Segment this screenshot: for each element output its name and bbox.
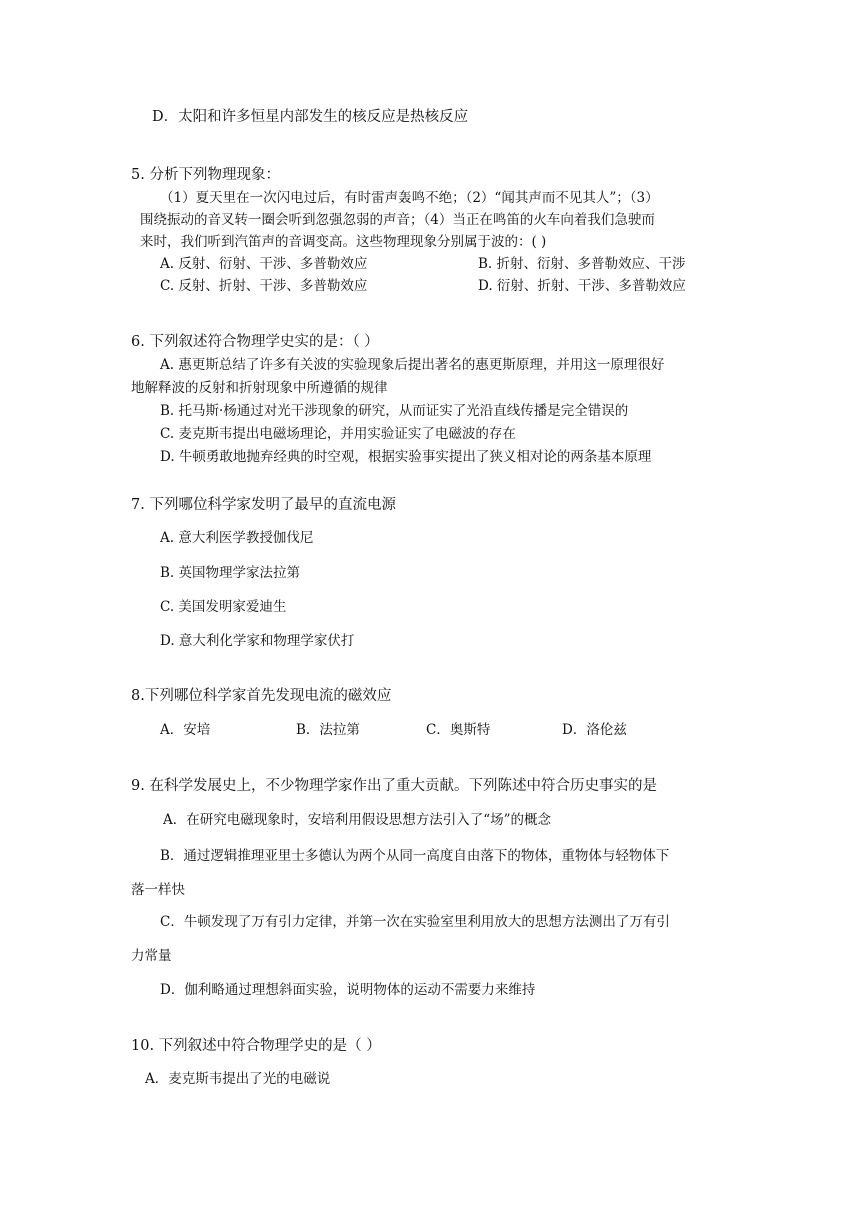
q6-option-d: D. 牛顿勇敢地抛弃经典的时空观，根据实验事实提出了狭义相对论的两条基本原理	[160, 449, 652, 465]
q5-option-a: A. 反射、衍射、干涉、多普勒效应	[160, 256, 368, 272]
q9-option-b-line-1: B．通过逻辑推理亚里士多德认为两个从同一高度自由落下的物体，重物体与轻物体下	[160, 848, 670, 864]
q5-option-d: D. 衍射、折射、干涉、多普勒效应	[478, 278, 686, 294]
q8-option-b: B．法拉第	[296, 722, 360, 738]
q6-title: 6. 下列叙述符合物理学史实的是：（ ）	[131, 334, 379, 350]
q6-option-a-line-2: 地解释波的反射和折射现象中所遵循的规律	[131, 380, 388, 396]
q5-stem-line-1: （1）夏天里在一次闪电过后，有时雷声轰鸣不绝；（2）“闻其声而不见其人”；（3）	[160, 190, 659, 206]
q9-title: 9. 在科学发展史上，不少物理学家作出了重大贡献。下列陈述中符合历史事实的是	[131, 778, 657, 794]
q4-option-d: D．太阳和许多恒星内部发生的核反应是热核反应	[152, 109, 469, 125]
q8-option-c: C．奥斯特	[426, 722, 491, 738]
q6-option-b: B. 托马斯·杨通过对光干涉现象的研究，从而证实了光沿直线传播是完全错误的	[160, 403, 629, 419]
q7-option-a: A. 意大利医学教授伽伐尼	[160, 530, 314, 546]
q8-title: 8.下列哪位科学家首先发现电流的磁效应	[131, 688, 392, 704]
q7-option-b: B. 英国物理学家法拉第	[160, 565, 301, 581]
q5-title: 5. 分析下列物理现象：	[131, 167, 280, 183]
q8-option-d: D．洛伦兹	[562, 722, 627, 738]
q9-option-c-line-1: C．牛顿发现了万有引力定律，并第一次在实验室里利用放大的思想方法测出了万有引	[160, 914, 670, 930]
q6-option-c: C. 麦克斯韦提出电磁场理论，并用实验证实了电磁波的存在	[160, 426, 516, 442]
q9-option-c-line-2: 力常量	[131, 948, 172, 964]
q7-option-d: D. 意大利化学家和物理学家伏打	[160, 633, 355, 649]
q5-stem-line-3: 来时，我们听到汽笛声的音调变高。这些物理现象分别属于波的：( )	[140, 234, 547, 250]
q6-option-a-line-1: A. 惠更斯总结了许多有关波的实验现象后提出著名的惠更斯原理，并用这一原理很好	[160, 357, 665, 373]
q10-title: 10. 下列叙述中符合物理学史的是（ ）	[131, 1038, 381, 1054]
q5-option-c: C. 反射、折射、干涉、多普勒效应	[160, 278, 368, 294]
q5-stem-line-2: 围绕振动的音叉转一圈会听到忽强忽弱的声音；（4）当正在鸣笛的火车向着我们急驶而	[140, 212, 655, 228]
q9-option-b-line-2: 落一样快	[131, 882, 185, 898]
q10-option-a: A．麦克斯韦提出了光的电磁说	[145, 1071, 331, 1087]
q9-option-a: A．在研究电磁现象时，安培利用假设思想方法引入了“场”的概念	[163, 812, 552, 828]
q8-option-a: A．安培	[160, 722, 211, 738]
q7-title: 7. 下列哪位科学家发明了最早的直流电源	[131, 497, 396, 513]
q9-option-d: D．伽利略通过理想斜面实验，说明物体的运动不需要力来维持	[160, 982, 536, 998]
q5-option-b: B. 折射、衍射、多普勒效应、干涉	[478, 256, 686, 272]
q7-option-c: C. 美国发明家爱迪生	[160, 599, 287, 615]
